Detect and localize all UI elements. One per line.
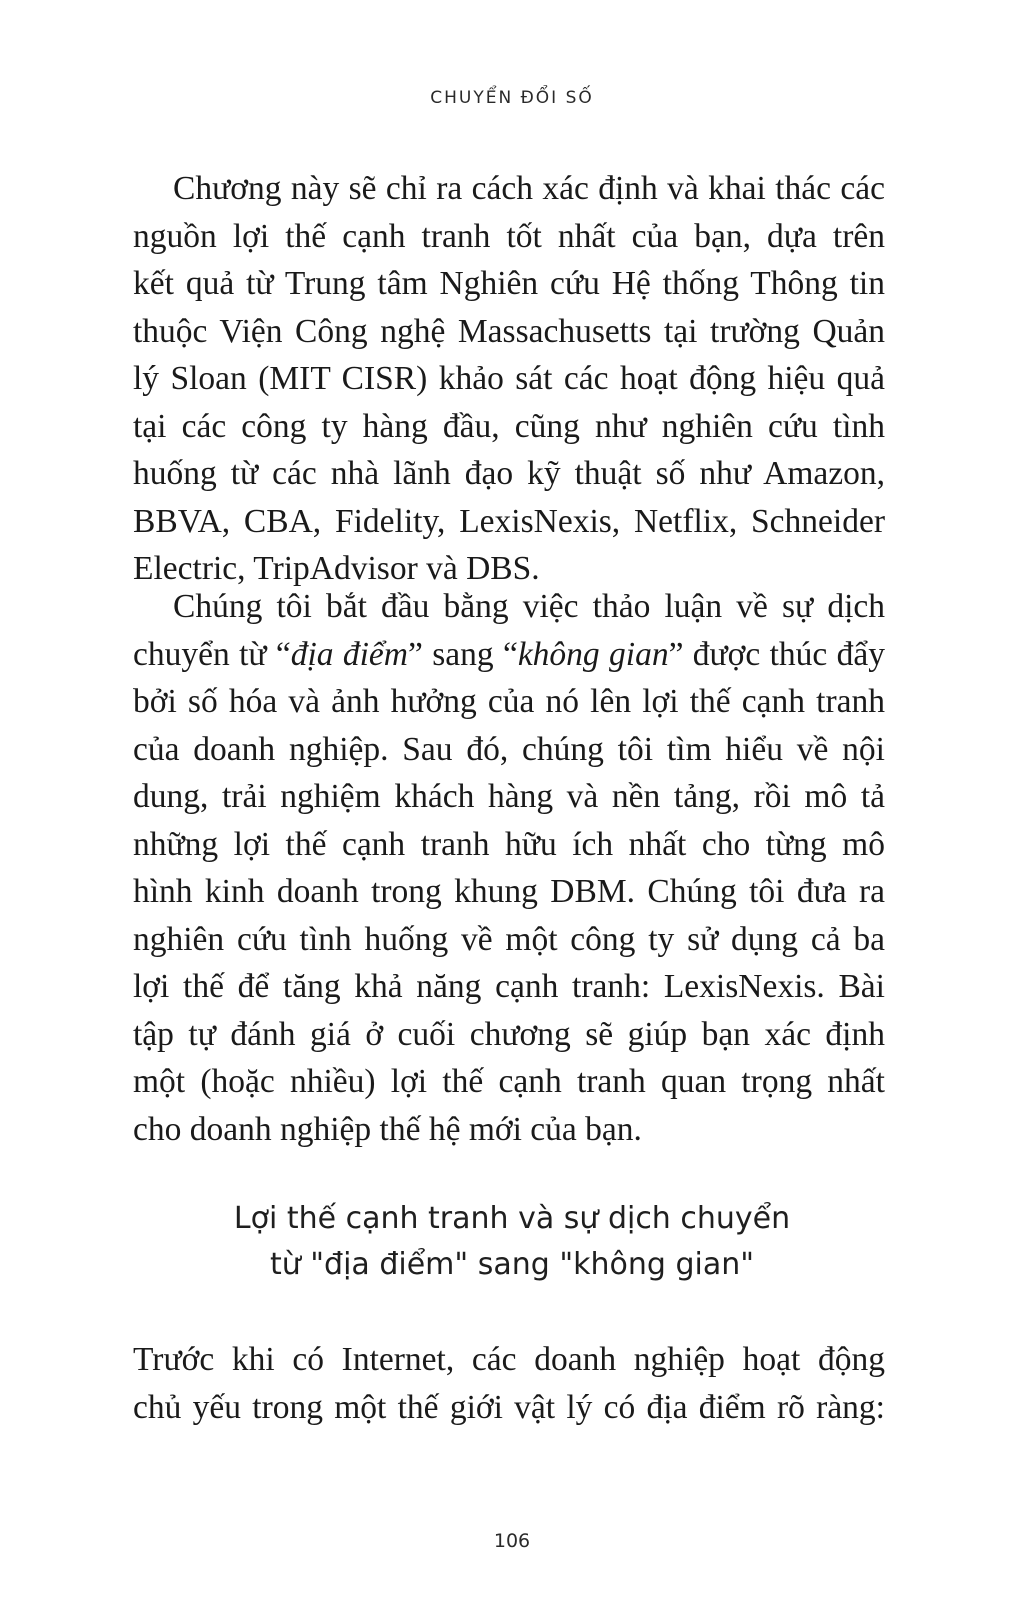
text-line: Electric, TripAdvisor và DBS. [133,550,540,587]
text-line: thuộc Viện Công nghệ Massachusetts tại trường Quản [133,312,885,350]
text-fragment: ” sang “ [408,635,518,673]
text-line: cho doanh nghiệp thế hệ mới của bạn. [133,1110,642,1148]
emphasis-khong-gian: không gian [517,635,669,673]
emphasis-dia-diem: địa điểm [290,635,408,673]
text-line: tại các công ty hàng đầu, cũng như nghiên cứu tình [133,407,885,445]
text-line: của doanh nghiệp. Sau đó, chúng tôi tìm hiểu về nội [133,730,885,768]
text-line: một (hoặc nhiều) lợi thế cạnh tranh quan trọng nhất [133,1063,885,1100]
running-header: CHUYỂN ĐỔI SỐ [430,88,594,108]
text-line-with-emphasis [133,631,885,679]
text-line: lợi thế để tăng khả năng cạnh tranh: LexisNexis. Bài [133,968,885,1005]
text-line: tập tự đánh giá ở cuối chương sẽ giúp bạn xác định [133,1015,885,1053]
text-line: kết quả từ Trung tâm Nghiên cứu Hệ thống Thông tin [133,265,885,302]
paragraph-intro [133,165,885,593]
section-heading-line: từ "địa điểm" sang "không gian" [269,1247,755,1282]
section-heading-line: Lợi thế cạnh tranh và sự dịch chuyển [233,1201,791,1236]
section-heading [0,1196,1024,1288]
text-line: bởi số hóa và ảnh hưởng của nó lên lợi thế cạnh tranh [133,683,885,720]
text-line: huống từ các nhà lãnh đạo kỹ thuật số như Amazon, [133,455,885,492]
text-line: nghiên cứu tình huống về một công ty sử dụng cả ba [133,920,885,958]
text-line: Chúng tôi bắt đầu bằng việc thảo luận về sự dịch [173,588,885,625]
text-line: những lợi thế cạnh tranh hữu ích nhất cho từng mô [133,825,885,863]
text-line: dung, trải nghiệm khách hàng và nền tảng, rồi mô tả [133,778,885,815]
paragraph-section-start [133,1336,885,1431]
text-fragment: chuyển từ “ [133,635,291,673]
text-line: Trước khi có Internet, các doanh nghiệp hoạt động [133,1341,885,1378]
text-line: hình kinh doanh trong khung DBM. Chúng tôi đưa ra [133,873,885,910]
page-number: 106 [493,1530,531,1552]
text-line: nguồn lợi thế cạnh tranh tốt nhất của bạn, dựa trên [133,217,885,255]
text-line: Chương này sẽ chỉ ra cách xác định và khai thác các [173,170,885,207]
text-line: BBVA, CBA, Fidelity, LexisNexis, Netflix, Schneider [133,502,885,540]
text-line: lý Sloan (MIT CISR) khảo sát các hoạt động hiệu quả [133,360,885,397]
paragraph-overview [133,583,885,1153]
text-fragment: ” được thúc đẩy [668,635,885,673]
text-line: chủ yếu trong một thế giới vật lý có địa điểm rõ ràng: [133,1388,885,1426]
